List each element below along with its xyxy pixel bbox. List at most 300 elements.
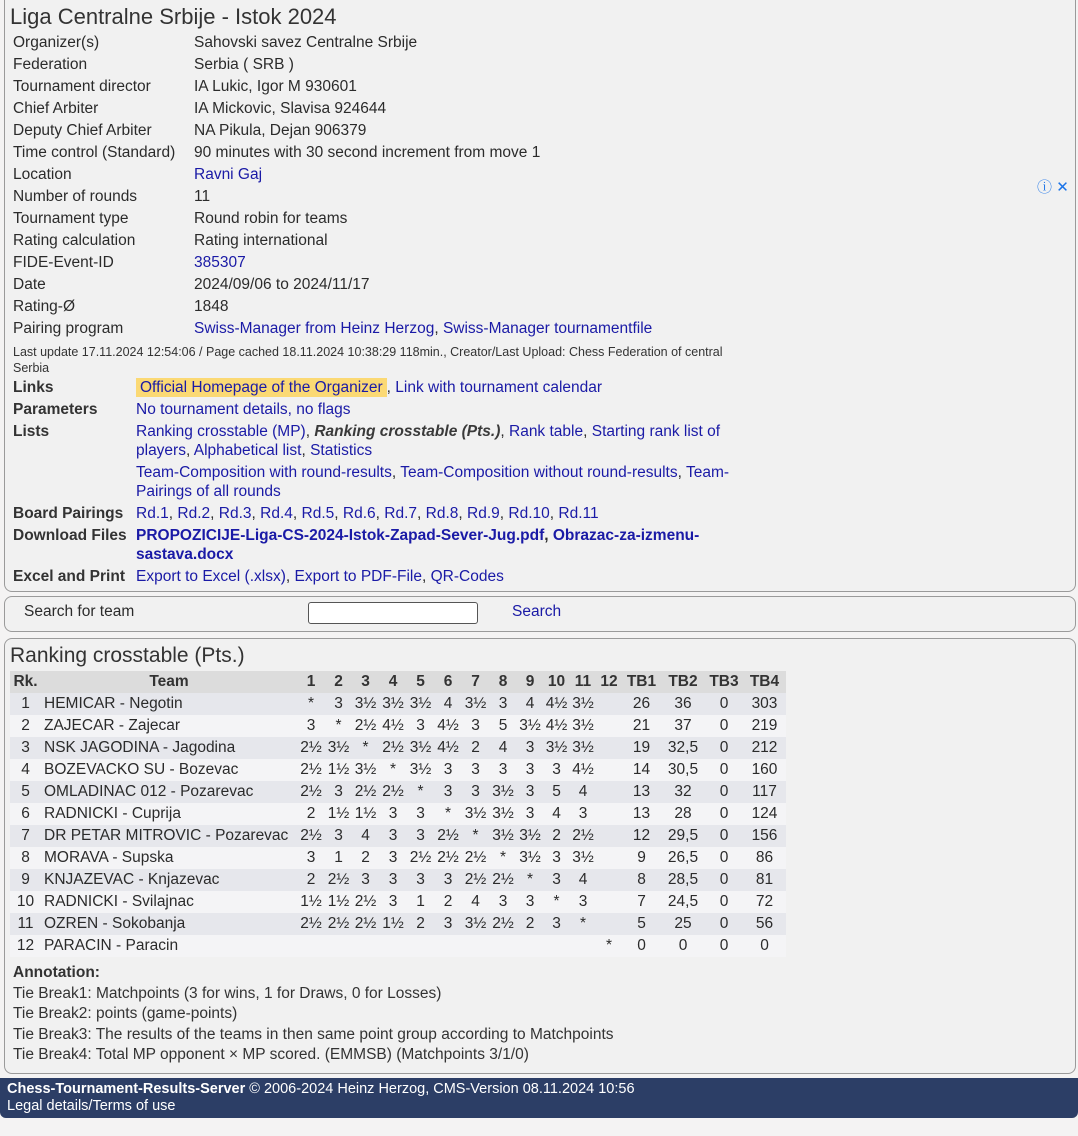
team-name: BOZEVACKO SU - Bozevac	[41, 759, 297, 781]
score-cell: 4½	[543, 715, 570, 737]
score-cell: 2	[407, 913, 434, 935]
info-key: Number of rounds	[13, 188, 138, 205]
links-label: Links	[13, 379, 54, 396]
score-cell: 3	[517, 759, 543, 781]
info-row-pairing-program	[13, 318, 652, 340]
footer-line-1	[7, 1081, 635, 1097]
table-row	[10, 935, 786, 957]
table-row	[10, 715, 786, 737]
info-value: Serbia ( SRB )	[194, 56, 294, 73]
info-icon[interactable]: ⓘ	[1037, 179, 1053, 196]
info-key: Chief Arbiter	[13, 100, 99, 117]
score-cell: 21	[622, 715, 661, 737]
score-cell: 2½	[489, 913, 517, 935]
score-cell	[596, 715, 622, 737]
score-cell: 2	[352, 847, 379, 869]
server-name: Chess-Tournament-Results-Server	[7, 1081, 246, 1097]
score-cell: 4½	[570, 759, 596, 781]
score-cell: 5	[622, 913, 661, 935]
score-cell: 26	[622, 693, 661, 715]
score-cell: 81	[743, 869, 786, 891]
score-cell: *	[325, 715, 352, 737]
score-cell: 2½	[352, 781, 379, 803]
score-cell: 3	[352, 869, 379, 891]
info-value-link[interactable]: 385307	[194, 254, 246, 271]
table-row	[10, 759, 786, 781]
legal-link[interactable]: Legal details/Terms of use	[7, 1098, 176, 1114]
team-name: DR PETAR MITROVIC - Pozarevac	[41, 825, 297, 847]
info-key: Pairing program	[13, 320, 124, 337]
score-cell	[462, 935, 489, 957]
score-cell	[570, 935, 596, 957]
score-cell	[379, 935, 407, 957]
info-value: 90 minutes with 30 second increment from move 1	[194, 144, 541, 161]
table-row	[10, 847, 786, 869]
info-key: Time control (Standard)	[13, 144, 176, 161]
column-header: TB2	[661, 671, 705, 693]
score-cell: 2	[297, 869, 325, 891]
search-input[interactable]	[308, 602, 478, 624]
score-cell: 3½	[379, 693, 407, 715]
table-row	[10, 869, 786, 891]
score-cell: 3½	[407, 737, 434, 759]
score-cell	[434, 935, 462, 957]
rank-cell: 1	[10, 693, 41, 715]
score-cell: 28,5	[661, 869, 705, 891]
column-header: TB3	[705, 671, 743, 693]
score-cell: 0	[743, 935, 786, 957]
close-icon[interactable]: ✕	[1056, 179, 1069, 196]
ranking-crosstable-pts-link[interactable]: Ranking crosstable (Pts.)	[314, 423, 501, 440]
score-cell	[596, 825, 622, 847]
round-6-link[interactable]: Rd.6	[342, 505, 376, 522]
score-cell: 2½	[352, 913, 379, 935]
rank-cell: 8	[10, 847, 41, 869]
score-cell	[489, 935, 517, 957]
team-name: HEMICAR - Negotin	[41, 693, 297, 715]
info-row	[13, 230, 652, 252]
score-cell: 156	[743, 825, 786, 847]
info-key: Deputy Chief Arbiter	[13, 122, 152, 139]
info-row	[13, 76, 652, 98]
score-cell: 3	[379, 803, 407, 825]
score-cell: 3	[489, 693, 517, 715]
score-cell: 4½	[379, 715, 407, 737]
score-cell: 2½	[325, 913, 352, 935]
score-cell: 36	[661, 693, 705, 715]
info-value: Sahovski savez Centralne Srbije	[194, 34, 418, 51]
score-cell: 2	[297, 803, 325, 825]
score-cell: 0	[705, 825, 743, 847]
annotation	[13, 963, 614, 1066]
tie-break-3: Tie Break3: The results of the teams in then same point group according to Matchpoints	[13, 1025, 614, 1043]
info-value: 11	[194, 188, 211, 205]
score-cell: 1½	[325, 759, 352, 781]
score-cell: 3½	[543, 737, 570, 759]
score-cell: 2½	[297, 759, 325, 781]
score-cell: 2½	[407, 847, 434, 869]
lists-group-2: Team-Composition with round-results, Team-Composition without round-results, Team-Pairings of all rounds	[136, 464, 730, 500]
score-cell	[596, 781, 622, 803]
score-cell: 2½	[462, 847, 489, 869]
table-row	[10, 913, 786, 935]
propozicije-pdf-link[interactable]: PROPOZICIJE-Liga-CS-2024-Istok-Zapad-Sever-Jug.pdf	[136, 527, 545, 544]
score-cell: 212	[743, 737, 786, 759]
info-value: Rating international	[194, 232, 328, 249]
ranking-panel	[4, 638, 1076, 1074]
links-table	[13, 378, 736, 586]
score-cell: 0	[661, 935, 705, 957]
score-cell: 2½	[462, 869, 489, 891]
info-row	[13, 120, 652, 142]
crosstable-header	[10, 671, 786, 693]
lists-group-1: Ranking crosstable (MP), Ranking crosstable (Pts.), Rank table, Starting rank list of players, Alphabetical list, Statistics	[136, 423, 721, 459]
team-name: PARACIN - Paracin	[41, 935, 297, 957]
score-cell: 2½	[434, 847, 462, 869]
score-cell	[596, 891, 622, 913]
rank-cell: 11	[10, 913, 41, 935]
score-cell: 4	[462, 891, 489, 913]
official-homepage-link[interactable]: Official Homepage of the Organizer	[136, 378, 387, 397]
board-pairings-row	[13, 504, 736, 526]
starting-rank-list-link[interactable]: Starting rank list of players	[136, 423, 721, 459]
round-3-link[interactable]: Rd.3	[218, 505, 252, 522]
score-cell: 2½	[325, 869, 352, 891]
parameters-row	[13, 400, 736, 422]
score-cell: *	[297, 693, 325, 715]
rank-table-link[interactable]: Rank table	[509, 423, 584, 440]
board-pairings-label: Board Pairings	[13, 505, 124, 522]
info-row	[13, 54, 652, 76]
info-row	[13, 164, 652, 186]
info-row	[13, 142, 652, 164]
round-1-link[interactable]: Rd.1	[136, 505, 169, 522]
round-5-link[interactable]: Rd.5	[301, 505, 335, 522]
round-4-link[interactable]: Rd.4	[260, 505, 293, 522]
score-cell: 303	[743, 693, 786, 715]
score-cell: 2½	[570, 825, 596, 847]
score-cell: 3½	[570, 737, 596, 759]
rank-cell: 7	[10, 825, 41, 847]
page-title: Liga Centralne Srbije - Istok 2024	[10, 4, 337, 29]
column-header: 7	[462, 671, 489, 693]
score-cell: 4	[489, 737, 517, 759]
rank-cell: 9	[10, 869, 41, 891]
score-cell: 0	[705, 759, 743, 781]
statistics-link[interactable]: Statistics	[310, 442, 373, 459]
team-name: NSK JAGODINA - Jagodina	[41, 737, 297, 759]
download-files-row: Download Files PROPOZICIJE-Liga-CS-2024-Istok-Zapad-Sever-Jug.pdf, Obrazac-za-izmenu-sastava.docx	[13, 526, 736, 567]
ranking-crosstable	[10, 671, 786, 957]
score-cell: 3½	[489, 825, 517, 847]
score-cell: 3	[379, 869, 407, 891]
score-cell: 56	[743, 913, 786, 935]
score-cell: 117	[743, 781, 786, 803]
team-name: MORAVA - Supska	[41, 847, 297, 869]
score-cell: 3	[325, 825, 352, 847]
info-row	[13, 296, 652, 318]
score-cell: 2	[434, 891, 462, 913]
round-2-link[interactable]: Rd.2	[177, 505, 211, 522]
table-row	[10, 693, 786, 715]
info-key: Rating calculation	[13, 232, 136, 249]
score-cell: 3	[543, 847, 570, 869]
info-key: Location	[13, 166, 72, 183]
export-excel-link[interactable]: Export to Excel (.xlsx)	[136, 568, 286, 585]
score-cell: 2½	[297, 825, 325, 847]
table-row	[10, 891, 786, 913]
score-cell: 0	[705, 847, 743, 869]
rank-cell: 4	[10, 759, 41, 781]
score-cell	[596, 759, 622, 781]
round-9-link[interactable]: Rd.9	[467, 505, 500, 522]
score-cell: 3	[434, 869, 462, 891]
score-cell: 3	[517, 803, 543, 825]
round-8-link[interactable]: Rd.8	[425, 505, 459, 522]
score-cell: 3	[407, 869, 434, 891]
score-cell: 3	[297, 847, 325, 869]
score-cell: 3	[570, 803, 596, 825]
score-cell: 3	[325, 781, 352, 803]
score-cell: 3½	[352, 759, 379, 781]
rank-cell: 6	[10, 803, 41, 825]
score-cell: 1½	[379, 913, 407, 935]
score-cell: 2	[517, 913, 543, 935]
score-cell: 4½	[434, 715, 462, 737]
tournament-calendar-link[interactable]: Link with tournament calendar	[395, 379, 603, 396]
score-cell: 13	[622, 803, 661, 825]
obrazac-docx-link[interactable]: Obrazac-za-izmenu-sastava.docx	[136, 527, 700, 563]
score-cell: *	[379, 759, 407, 781]
score-cell: *	[434, 803, 462, 825]
score-cell: 3	[462, 781, 489, 803]
excel-print-label: Excel and Print	[13, 568, 125, 585]
team-composition-with-results-link[interactable]: Team-Composition with round-results	[136, 464, 392, 481]
score-cell	[517, 935, 543, 957]
score-cell: 1½	[325, 891, 352, 913]
info-value: NA Pikula, Dejan 906379	[194, 122, 367, 139]
score-cell: 4	[570, 869, 596, 891]
score-cell: 3	[407, 825, 434, 847]
score-cell: 2½	[379, 737, 407, 759]
score-cell: 14	[622, 759, 661, 781]
score-cell: 3½	[462, 913, 489, 935]
team-name: RADNICKI - Cuprija	[41, 803, 297, 825]
score-cell: 4	[543, 803, 570, 825]
info-row	[13, 186, 652, 208]
table-row	[10, 781, 786, 803]
info-key: Tournament director	[13, 78, 151, 95]
score-cell: 0	[705, 693, 743, 715]
info-key: Date	[13, 276, 46, 293]
score-cell: 2½	[352, 715, 379, 737]
info-key: FIDE-Event-ID	[13, 254, 114, 271]
info-key: Federation	[13, 56, 88, 73]
score-cell	[297, 935, 325, 957]
score-cell: 3½	[462, 693, 489, 715]
score-cell: 2	[462, 737, 489, 759]
tournamentfile-link[interactable]: Swiss-Manager tournamentfile	[442, 320, 653, 337]
score-cell: 3½	[489, 803, 517, 825]
info-value: IA Lukic, Igor M 930601	[194, 78, 357, 95]
score-cell: 1½	[297, 891, 325, 913]
score-cell	[596, 847, 622, 869]
team-composition-without-results-link[interactable]: Team-Composition without round-results	[400, 464, 678, 481]
round-7-link[interactable]: Rd.7	[384, 505, 417, 522]
info-row	[13, 208, 652, 230]
score-cell: 0	[622, 935, 661, 957]
score-cell	[596, 693, 622, 715]
qr-codes-link[interactable]: QR-Codes	[430, 568, 504, 585]
swiss-manager-link[interactable]: Swiss-Manager from Heinz Herzog	[194, 320, 435, 337]
search-label: Search for team	[24, 603, 135, 620]
score-cell: *	[352, 737, 379, 759]
score-cell: 3	[543, 759, 570, 781]
score-cell	[352, 935, 379, 957]
column-header: 10	[543, 671, 570, 693]
last-update-text: Last update 17.11.2024 12:54:06 / Page cached 18.11.2024 10:38:29 118min., Creator/Last Upload: Chess Federation of central Serbia	[13, 345, 723, 375]
lists-label: Lists	[13, 423, 50, 440]
download-files-label: Download Files	[13, 527, 127, 544]
score-cell: 7	[622, 891, 661, 913]
score-cell	[596, 803, 622, 825]
team-name: OMLADINAC 012 - Pozarevac	[41, 781, 297, 803]
info-value: 2024/09/06 to 2024/11/17	[194, 276, 370, 293]
score-cell: 2½	[489, 869, 517, 891]
score-cell: 3	[462, 759, 489, 781]
score-cell: 3	[379, 825, 407, 847]
score-cell: 86	[743, 847, 786, 869]
score-cell: 3	[543, 913, 570, 935]
score-cell: 1	[407, 891, 434, 913]
ad-choices	[1037, 176, 1069, 197]
score-cell: 2	[543, 825, 570, 847]
score-cell: 3½	[325, 737, 352, 759]
column-header: 1	[297, 671, 325, 693]
score-cell: 4	[352, 825, 379, 847]
score-cell: 37	[661, 715, 705, 737]
score-cell: 0	[705, 869, 743, 891]
score-cell: 2½	[297, 913, 325, 935]
score-cell: 0	[705, 935, 743, 957]
score-cell: 3	[489, 759, 517, 781]
info-row	[13, 252, 652, 274]
parameters-label: Parameters	[13, 401, 98, 418]
score-cell: *	[489, 847, 517, 869]
score-cell: 3½	[517, 715, 543, 737]
score-cell: 9	[622, 847, 661, 869]
column-header: 4	[379, 671, 407, 693]
annotation-heading: Annotation:	[13, 964, 100, 981]
table-row	[10, 737, 786, 759]
column-header: 6	[434, 671, 462, 693]
score-cell: 3	[570, 891, 596, 913]
score-cell: 3	[407, 715, 434, 737]
score-cell: 3	[489, 891, 517, 913]
score-cell: 4	[517, 693, 543, 715]
info-key: Organizer(s)	[13, 34, 100, 51]
score-cell: 3	[517, 737, 543, 759]
score-cell: 2½	[297, 737, 325, 759]
score-cell: *	[570, 913, 596, 935]
team-search-panel	[4, 596, 1076, 632]
round-10-link[interactable]: Rd.10	[508, 505, 550, 522]
parameters-link[interactable]: No tournament details, no flags	[136, 401, 351, 418]
score-cell: 5	[543, 781, 570, 803]
ranking-crosstable-mp-link[interactable]: Ranking crosstable (MP)	[136, 423, 306, 440]
score-cell: 1½	[325, 803, 352, 825]
tie-break-2: Tie Break2: points (game-points)	[13, 1005, 238, 1022]
score-cell: 3	[325, 693, 352, 715]
score-cell: 0	[705, 891, 743, 913]
score-cell: 32	[661, 781, 705, 803]
score-cell: 3½	[570, 715, 596, 737]
score-cell: 160	[743, 759, 786, 781]
info-value-link[interactable]: Ravni Gaj	[194, 166, 263, 183]
team-name: KNJAZEVAC - Knjazevac	[41, 869, 297, 891]
rank-cell: 2	[10, 715, 41, 737]
score-cell: 1	[325, 847, 352, 869]
score-cell: 4½	[434, 737, 462, 759]
score-cell	[543, 935, 570, 957]
score-cell: 2½	[352, 891, 379, 913]
info-value: 1848	[194, 298, 229, 315]
score-cell: *	[543, 891, 570, 913]
search-button[interactable]: Search	[512, 603, 562, 620]
info-value: IA Mickovic, Slavisa 924644	[194, 100, 387, 117]
score-cell: 3½	[517, 825, 543, 847]
score-cell: 8	[622, 869, 661, 891]
score-cell: 3½	[517, 847, 543, 869]
column-header: 5	[407, 671, 434, 693]
score-cell: 4	[434, 693, 462, 715]
rank-cell: 12	[10, 935, 41, 957]
score-cell: 3	[434, 781, 462, 803]
score-cell	[596, 869, 622, 891]
score-cell: 2½	[379, 781, 407, 803]
round-11-link[interactable]: Rd.11	[558, 505, 599, 522]
score-cell: 13	[622, 781, 661, 803]
score-cell	[596, 737, 622, 759]
score-cell: 26,5	[661, 847, 705, 869]
score-cell: 0	[705, 715, 743, 737]
score-cell: 3	[297, 715, 325, 737]
links-row: Links Official Homepage of the Organizer , Link with tournament calendar	[13, 378, 736, 400]
score-cell: 28	[661, 803, 705, 825]
export-pdf-link[interactable]: Export to PDF-File	[294, 568, 422, 585]
score-cell: 29,5	[661, 825, 705, 847]
score-cell: 0	[705, 737, 743, 759]
score-cell: 3	[407, 803, 434, 825]
team-name: RADNICKI - Svilajnac	[41, 891, 297, 913]
score-cell: 3½	[570, 693, 596, 715]
team-name: ZAJECAR - Zajecar	[41, 715, 297, 737]
score-cell: 3½	[462, 803, 489, 825]
alphabetical-list-link[interactable]: Alphabetical list	[193, 442, 302, 459]
info-key: Rating-Ø	[13, 298, 76, 315]
score-cell: 3½	[407, 759, 434, 781]
column-header: 3	[352, 671, 379, 693]
column-header: Team	[41, 671, 297, 693]
excel-print-row: Excel and Print Export to Excel (.xlsx), Export to PDF-File, QR-Codes	[13, 568, 504, 585]
table-row	[10, 825, 786, 847]
team-pairings-link[interactable]: Team-Pairings of all rounds	[136, 464, 730, 500]
score-cell: 3	[462, 715, 489, 737]
score-cell	[596, 913, 622, 935]
separator: ,	[434, 320, 443, 337]
score-cell	[325, 935, 352, 957]
score-cell: 30,5	[661, 759, 705, 781]
